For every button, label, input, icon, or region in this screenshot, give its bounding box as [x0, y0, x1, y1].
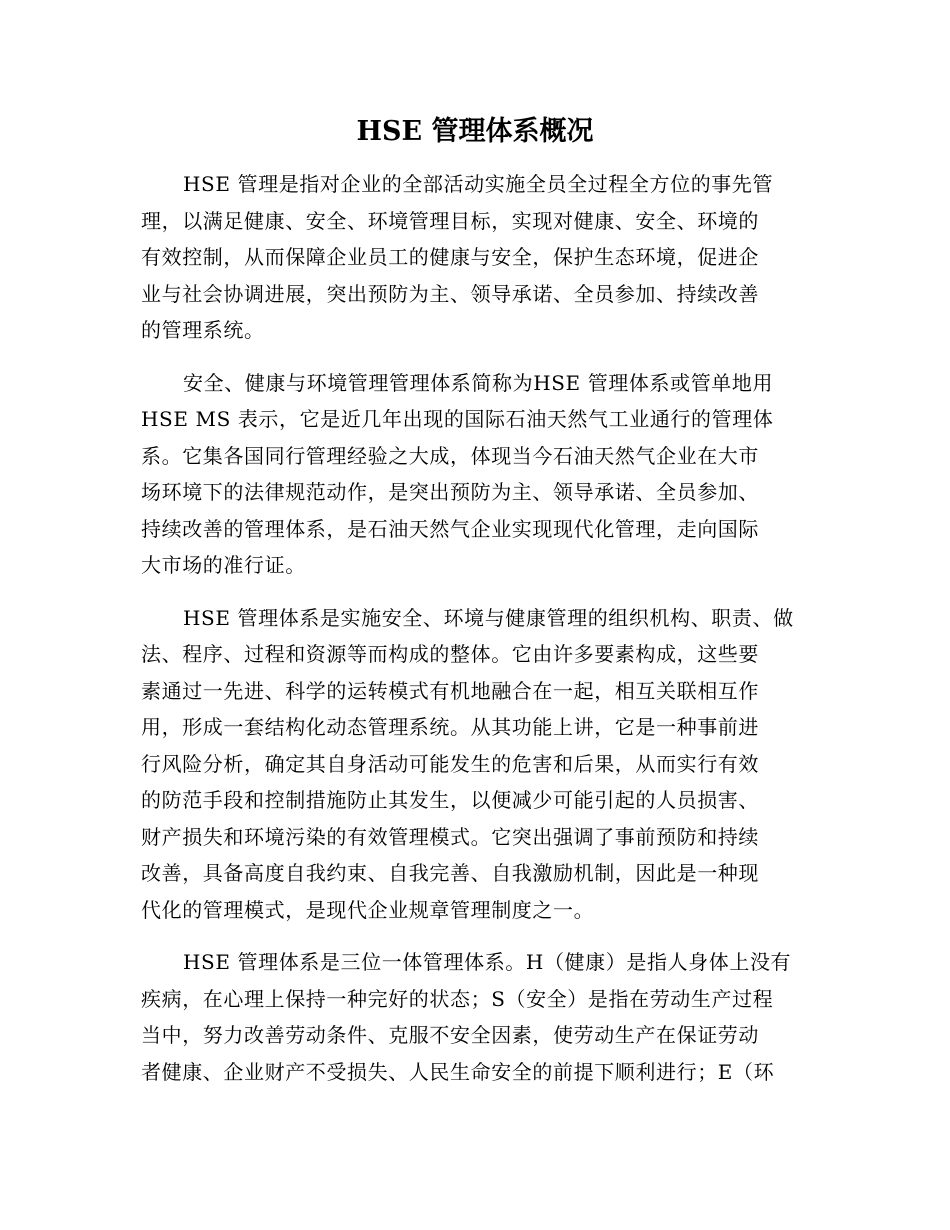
text-line: HSE 管理是指对企业的全部活动实施全员全过程全方位的事先管 [183, 172, 774, 196]
text-line: 的防范手段和控制措施防止其发生，以便减少可能引起的人员损害、 [141, 788, 759, 812]
text-line: 持续改善的管理体系，是石油天然气企业实现现代化管理，走向国际 [141, 516, 759, 541]
text-line: 的管理系统。 [141, 318, 265, 342]
paragraph-3 [141, 600, 811, 929]
text-line: 有效控制，从而保障企业员工的健康与安全，保护生态环境，促进企 [141, 245, 759, 269]
text-line: 理，以满足健康、安全、环境管理目标，实现对健康、安全、环境的 [141, 208, 759, 233]
document-body [141, 166, 811, 1106]
paragraph-1 [141, 166, 811, 349]
text-line: HSE MS 表示，它是近几年出现的国际石油天然气工业通行的管理体 [141, 407, 774, 431]
text-line: 大市场的准行证。 [141, 553, 306, 577]
paragraph-4 [141, 944, 811, 1090]
text-line: 用，形成一套结构化动态管理系统。从其功能上讲，它是一种事前进 [141, 715, 759, 739]
document-title: HSE 管理体系概况 [356, 116, 594, 147]
text-line: 安全、健康与环境管理管理体系简称为HSE 管理体系或管单地用 [183, 370, 774, 395]
text-line: 代化的管理模式，是现代企业规章管理制度之一。 [141, 897, 595, 922]
text-line: 当中，努力改善劳动条件、克服不安全因素，使劳动生产在保证劳动 [141, 1023, 759, 1047]
text-line: 业与社会协调进展，突出预防为主、领导承诺、全员参加、持续改善 [141, 281, 759, 306]
text-line: 疾病，在心理上保持一种完好的状态；S（安全）是指在劳动生产过程 [141, 986, 774, 1011]
text-line: 财产损失和环境污染的有效管理模式。它突出强调了事前预防和持续 [141, 824, 759, 849]
text-line: 系。它集各国同行管理经验之大成，体现当今石油天然气企业在大市 [141, 443, 759, 468]
text-line: 行风险分析，确定其自身活动可能发生的危害和后果，从而实行有效 [141, 751, 759, 776]
text-line: 素通过一先进、科学的运转模式有机地融合在一起，相互关联相互作 [141, 678, 759, 703]
text-line: 法、程序、过程和资源等而构成的整体。它由许多要素构成，这些要 [141, 642, 759, 666]
text-line: 改善，具备高度自我约束、自我完善、自我激励机制，因此是一种现 [141, 861, 759, 885]
text-line: 者健康、企业财产不受损失、人民生命安全的前提下顺利进行；E（环 [141, 1059, 775, 1084]
text-line: 场环境下的法律规范动作，是突出预防为主、领导承诺、全员参加、 [141, 480, 759, 504]
paragraph-2 [141, 365, 811, 584]
text-line: HSE 管理体系是实施安全、环境与健康管理的组织机构、职责、做 [183, 605, 794, 630]
text-line: HSE 管理体系是三位一体管理体系。H（健康）是指人身体上没有 [183, 950, 792, 974]
